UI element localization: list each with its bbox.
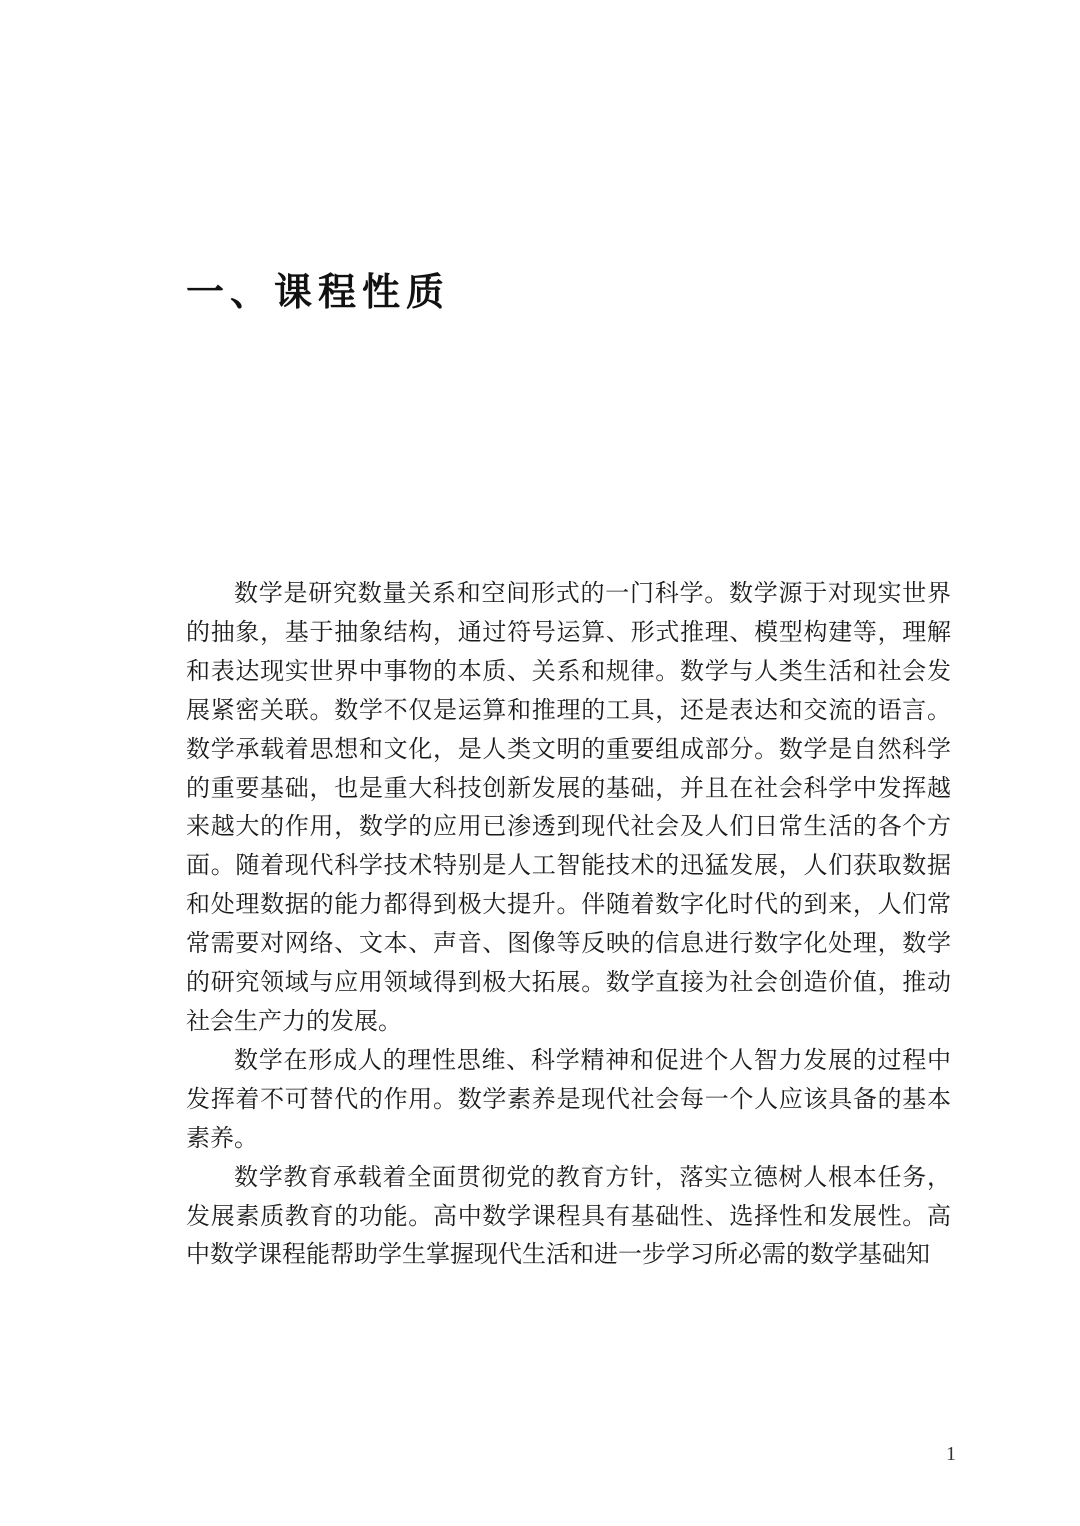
chapter-title: 一、课程性质 <box>186 269 451 314</box>
page-number: 1 <box>946 1443 956 1465</box>
body-text <box>186 574 951 1274</box>
paragraph-math-literacy: 数学在形成人的理性思维、科学精神和促进个人智力发展的过程中发挥着不可替代的作用。数学素养是现代社会每一个人应该具备的基本素养。 <box>186 1045 951 1152</box>
paragraph-math-education: 数学教育承载着全面贯彻党的教育方针，落实立德树人根本任务，发展素质教育的功能。高中数学课程具有基础性、选择性和发展性。高中数学课程能帮助学生掌握现代生活和进一步学习所必需的数学基础知 <box>186 1162 951 1269</box>
paragraph-course-nature: 数学是研究数量关系和空间形式的一门科学。数学源于对现实世界的抽象，基于抽象结构，通过符号运算、形式推理、模型构建等，理解和表达现实世界中事物的本质、关系和规律。数学与人类生活和社会发展紧密关联。数学不仅是运算和推理的工具，还是表达和交流的语言。数学承载着思想和文化，是人类文明的重要组成部分。数学是自然科学的重要基础，也是重大科技创新发展的基础，并且在社会科学中发挥越来越大的作用，数学的应用已渗透到现代社会及人们日常生活的各个方面。随着现代科学技术特别是人工智能技术的迅猛发展，人们获取数据和处理数据的能力都得到极大提升。伴随着数字化时代的到来，人们常常需要对网络、文本、声音、图像等反映的信息进行数字化处理，数学的研究领域与应用领域得到极大拓展。数学直接为社会创造价值，推动社会生产力的发展。 <box>186 579 951 1035</box>
